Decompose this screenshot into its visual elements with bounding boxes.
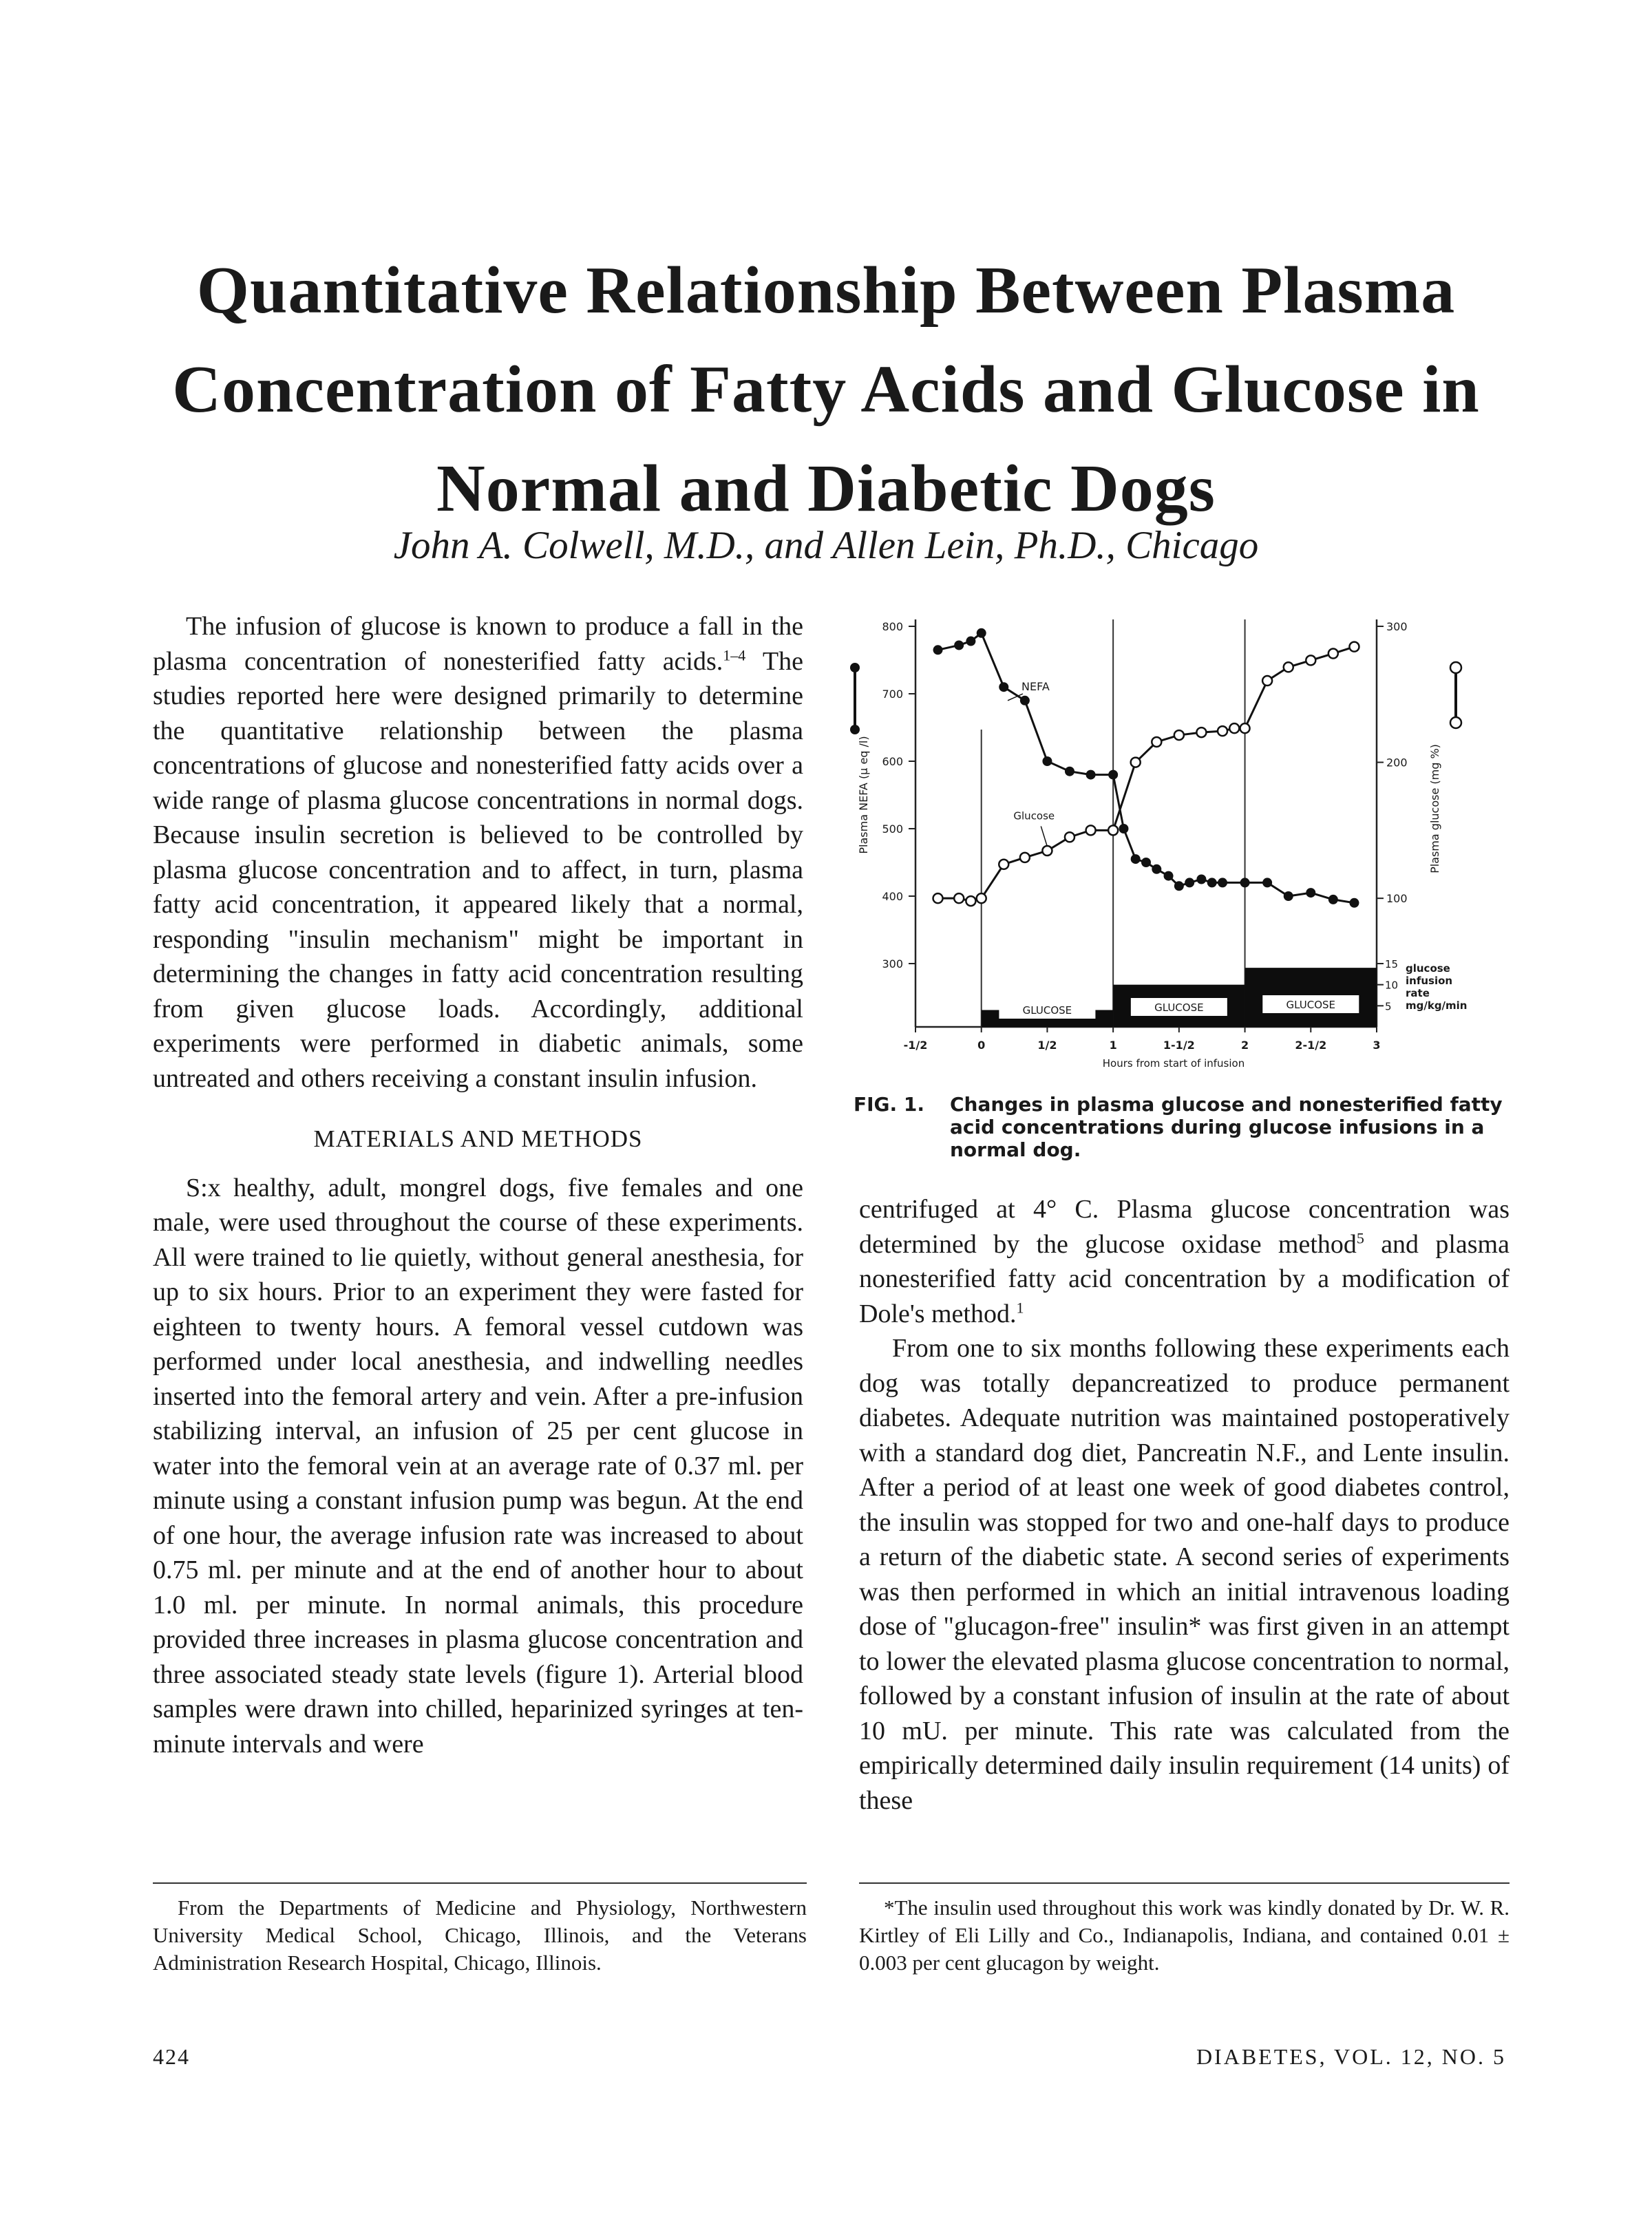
x-tick-label: 1/2 [1037, 1039, 1057, 1052]
nefa-data-point [999, 682, 1008, 692]
glucose-data-point [1196, 728, 1206, 737]
right-paragraph-1: centrifuged at 4° C. Plasma glucose concentration was determined by the glucose oxidase method$^5$ and plasma nonesterified fatty acid concentration by a modification of Dole's method.$^1$ [859, 1195, 1510, 1328]
left-tick-label: 700 [882, 688, 903, 701]
nefa-data-point [1262, 878, 1272, 887]
glucose-data-point [933, 893, 943, 903]
glucose-data-point [1240, 723, 1250, 733]
glucose-data-point [1152, 737, 1161, 747]
nefa-data-point [1141, 858, 1151, 867]
glucose-data-point [1131, 758, 1141, 767]
left-tick-label: 600 [882, 755, 903, 768]
title-line-1: Quantitative Relationship Between Plasma [196, 253, 1456, 328]
glucose-data-point [954, 893, 964, 903]
glucose-bar-label: GLUCOSE [1286, 999, 1336, 1011]
footnote-insulin: *The insulin used throughout this work was kindly donated by Dr. W. R. Kirtley of Eli Lilly and Co., Indianapolis, Indiana, and contained 0.01 ± 0.003 per cent glucagon by weight. [859, 1895, 1510, 1975]
glucose-data-point [1229, 723, 1239, 733]
nefa-data-point [1065, 767, 1074, 776]
page-number: 424 [153, 2044, 190, 2069]
x-axis-label: Hours from start of infusion [1102, 1057, 1245, 1070]
glucose-data-point [1284, 662, 1293, 672]
nefa-data-point [1284, 891, 1293, 901]
x-tick-label: 3 [1373, 1039, 1381, 1052]
nefa-data-point [1042, 756, 1052, 766]
right-axis-label: Plasma glucose (mg %) [1428, 744, 1441, 873]
glucose-data-point [1020, 853, 1030, 862]
glucose-annotation: Glucose [1013, 809, 1055, 822]
nefa-data-point [1152, 864, 1161, 874]
rate-axis-label: rate [1406, 987, 1430, 999]
glucose-range-marker [1450, 717, 1461, 728]
nefa-data-point [1185, 878, 1194, 887]
glucose-bar-label: GLUCOSE [1022, 1004, 1072, 1017]
rate-axis-label: mg/kg/min [1406, 999, 1468, 1012]
x-tick-label: 1 [1109, 1039, 1117, 1052]
glucose-data-point [1349, 642, 1359, 652]
title-line-3: Normal and Diabetic Dogs [436, 452, 1216, 526]
nefa-range-marker [850, 663, 860, 672]
nefa-data-point [1020, 696, 1030, 705]
nefa-data-point [1119, 824, 1128, 833]
nefa-data-point [1164, 871, 1174, 881]
glucose-annotation-arrow [1041, 826, 1047, 847]
rate-axis-label: infusion [1406, 975, 1453, 987]
nefa-data-point [1196, 875, 1206, 884]
glucose-data-point [1306, 655, 1315, 665]
right-tick-label: 200 [1386, 756, 1408, 769]
nefa-data-point [1349, 898, 1359, 908]
glucose-bar-label: GLUCOSE [1154, 1001, 1204, 1014]
nefa-data-point [1306, 888, 1315, 898]
glucose-data-point [999, 860, 1008, 869]
x-tick-label: 1-1/2 [1163, 1039, 1195, 1052]
section-heading: MATERIALS AND METHODS [313, 1125, 643, 1152]
x-tick-label: 0 [977, 1039, 986, 1052]
right-column [859, 1192, 1510, 1818]
nefa-data-point [1328, 895, 1338, 904]
glucose-data-point [1108, 825, 1118, 835]
right-tick-label: 300 [1386, 620, 1408, 633]
figure-caption-text: Changes in plasma glucose and nonesterified fatty acid concentrations during glucose infusions in a normal dog. [950, 1093, 1503, 1161]
methods-paragraph: S:x healthy, adult, mongrel dogs, five females and one male, were used throughout the course of these experiments. All were trained to lie quietly, without general anesthesia, for up to six hours. Prior to an experiment they were fasted for eighteen to twenty hours. A femoral vessel cutdown was performed under local anesthesia, and indwelling needles inserted into the femoral artery and vein. After a pre-infusion stabilizing interval, an infusion of 25 per cent glucose in water into the femoral vein at an average rate of 0.37 ml. per minute using a constant infusion pump was begun. At the end of one hour, the average infusion rate was increased to about 0.75 ml. per minute and at the end of another hour to about 1.0 ml. per minute. In normal animals, this procedure provided three increases in plasma glucose concentration and three associated steady state levels (figure 1). Arterial blood samples were drawn into chilled, heparinized syringes at ten-minute intervals and were [153, 1173, 803, 1759]
nefa-data-point [1108, 770, 1118, 780]
nefa-data-point [1086, 770, 1096, 780]
glucose-data-point [1174, 730, 1184, 740]
glucose-data-point [1086, 825, 1096, 835]
nefa-data-point [1131, 854, 1141, 864]
figure-label: FIG. 1. [854, 1093, 925, 1116]
title-line-2: Concentration of Fatty Acids and Glucose in [172, 352, 1480, 427]
nefa-data-point [1240, 878, 1250, 887]
nefa-data-point [977, 628, 986, 638]
glucose-data-point [977, 893, 986, 903]
glucose-data-point [1065, 832, 1074, 842]
rate-tick-label: 5 [1385, 1000, 1392, 1013]
glucose-data-point [1218, 726, 1227, 736]
x-tick-label: -1/2 [903, 1039, 928, 1052]
nefa-data-point [954, 640, 964, 650]
glucose-data-point [1042, 846, 1052, 856]
authors-line: John A. Colwell, M.D., and Allen Lein, Ph.D., Chicago [393, 524, 1259, 567]
article-title [0, 241, 1652, 538]
right-paragraph-2: From one to six months following these experiments each dog was totally depancreatized to produce permanent diabetes. Adequate nutrition was maintained postoperatively with a standard dog diet, Pancreatin N.F., and Lente insulin. After a period of at least one week of good diabetes control, the insulin was stopped for two and one-half days to produce a return of the diabetic state. A second series of experiments was then performed in which an initial intravenous loading dose of "glucagon-free" insulin* was first given in an attempt to lower the elevated plasma glucose concentration to normal, followed by a constant infusion of insulin at the rate of about 10 mU. per minute. This rate was calculated from the empirically determined daily insulin requirement (14 units) of these [859, 1334, 1510, 1815]
nefa-range-marker [850, 725, 860, 734]
nefa-glucose-chart [847, 606, 1507, 1094]
right-tick-label: 100 [1386, 892, 1408, 906]
left-tick-label: 500 [882, 822, 903, 836]
footnote-divider-left [153, 1882, 807, 1884]
figure-1 [847, 606, 1507, 1115]
intro-paragraph: The infusion of glucose is known to produce a fall in the plasma concentration of nonesterified fatty acids.$^{1-4}$ The studies reported here were designed primarily to determine the quantitative relationship between the plasma concentrations of glucose and nonesterified fatty acids over a wide range of plasma glucose concentrations in normal dogs. Because insulin secretion is believed to be controlled by plasma glucose concentration and to affect, in turn, plasma fatty acid concentration, it appeared likely that a normal, responding "insulin mechanism" might be important in determining the changes in fatty acid concentration resulting from given glucose loads. Accordingly, additional experiments were performed in diabetic animals, some untreated and others receiving a constant insulin infusion. [153, 612, 803, 1093]
left-tick-label: 300 [882, 957, 903, 970]
left-tick-label: 400 [882, 890, 903, 903]
glucose-data-point [966, 896, 975, 906]
nefa-data-point [933, 645, 943, 655]
nefa-data-point [1174, 881, 1184, 891]
figure-caption [854, 1093, 1507, 1161]
rate-tick-label: 15 [1385, 958, 1399, 970]
left-axis-label: Plasma NEFA (μ eq /l) [857, 736, 870, 854]
footnote-divider-right [859, 1882, 1510, 1884]
journal-footer: DIABETES, VOL. 12, NO. 5 [1196, 2044, 1506, 2069]
x-tick-label: 2 [1241, 1039, 1249, 1052]
glucose-data-point [1262, 676, 1272, 686]
glucose-range-marker [1450, 662, 1461, 673]
nefa-annotation: NEFA [1021, 680, 1050, 694]
left-column [153, 609, 803, 1761]
left-tick-label: 800 [882, 620, 903, 633]
glucose-data-point [1328, 649, 1338, 659]
rate-axis-label: glucose [1406, 962, 1450, 975]
nefa-data-point [966, 637, 975, 646]
x-tick-label: 2-1/2 [1295, 1039, 1327, 1052]
footnote-affiliation: From the Departments of Medicine and Physiology, Northwestern University Medical School, Chicago, Illinois, and the Veterans Administration Research Hospital, Chicago, Illinois. [153, 1895, 807, 1975]
nefa-data-point [1218, 878, 1227, 887]
nefa-data-point [1207, 878, 1217, 887]
rate-tick-label: 10 [1385, 979, 1399, 992]
